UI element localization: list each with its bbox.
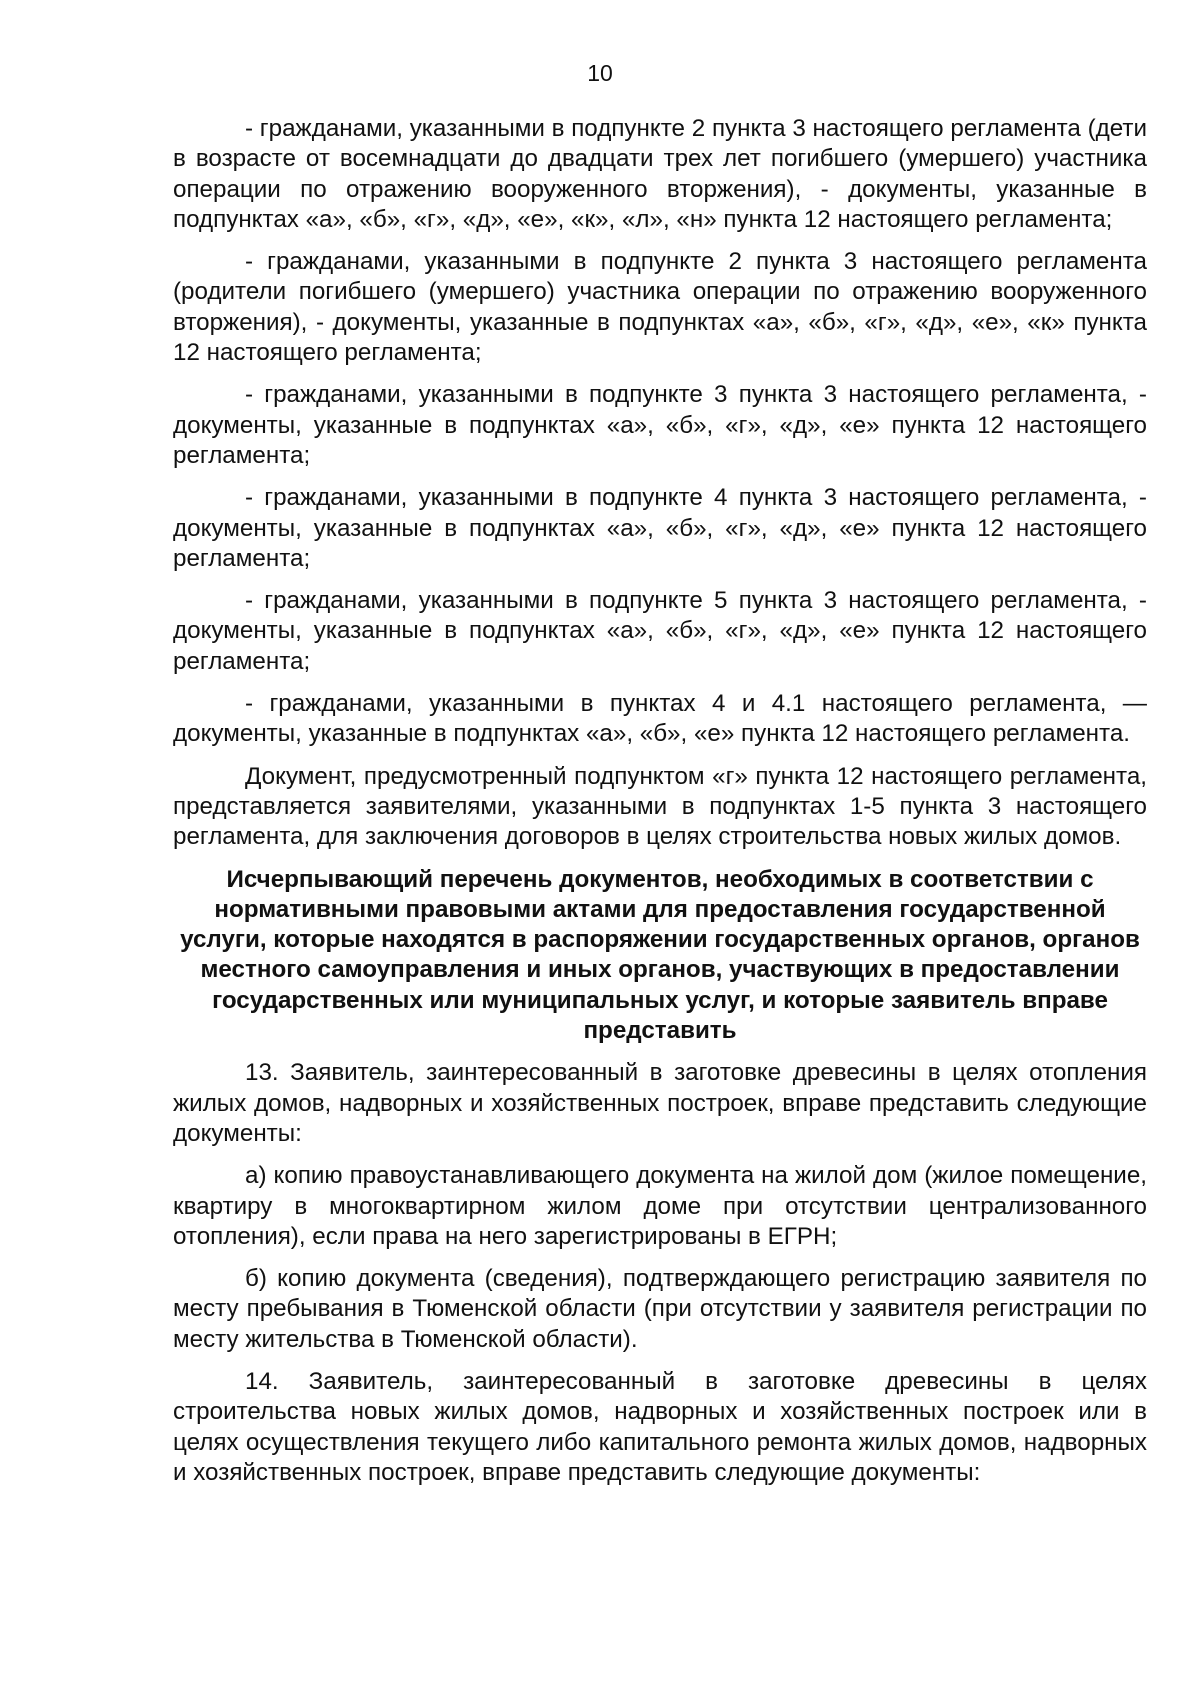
paragraph-subitem-3: - гражданами, указанными в подпункте 3 пункта 3 настоящего регламента, - документы, указанные в подпунктах «а», «б», «г», «д», «е» пункта 12 настоящего регламента;: [173, 381, 1147, 469]
paragraph-document-g: Документ, предусмотренный подпунктом «г» пункта 12 настоящего регламента, представляется заявителями, указанными в подпунктах 1-5 пункта 3 настоящего регламента, для заключения договоров в целях строительства новых жилых домов.: [173, 762, 1147, 851]
paragraph-item-13: 13. Заявитель, заинтересованный в заготовке древесины в целях отопления жилых домов, надворных и хозяйственных построек, вправе представить следующие документы:: [173, 1059, 1147, 1147]
section-heading: Исчерпывающий перечень документов, необходимых в соответствии с нормативными правовыми актами для предоставления государственной услуги, которые находятся в распоряжении государственных органов, органов местного самоуправления и иных органов, участвующих в предоставлении государственных или муниципальных услуг, и которые заявитель вправе представить: [180, 865, 1140, 1045]
paragraph-subitem-5: - гражданами, указанными в подпункте 5 пункта 3 настоящего регламента, - документы, указанные в подпунктах «а», «б», «г», «д», «е» пункта 12 настоящего регламента;: [173, 587, 1147, 675]
paragraph-item-14: 14. Заявитель, заинтересованный в заготовке древесины в целях строительства новых жилых домов, надворных и хозяйственных построек или в целях осуществления текущего либо капитального ремонта жилых домов, надворных и хозяйственных построек, вправе представить следующие документы:: [173, 1367, 1147, 1486]
page-number: 10: [587, 60, 613, 86]
paragraph-subitem-4: - гражданами, указанными в подпункте 4 пункта 3 настоящего регламента, - документы, указанные в подпунктах «а», «б», «г», «д», «е» пункта 12 настоящего регламента;: [173, 484, 1147, 572]
paragraph-subitem-2-parents: - гражданами, указанными в подпункте 2 пункта 3 настоящего регламента (родители погибшего (умершего) участника операции по отражению вооруженного вторжения), - документы, указанные в подпунктах «а», «б», «г», «д», «е», «к» пункта 12 настоящего регламента;: [173, 248, 1147, 367]
paragraph-items-4-4-1: - гражданами, указанными в пунктах 4 и 4.1 настоящего регламента, — документы, указанные в подпунктах «а», «б», «е» пункта 12 настоящего регламента.: [173, 690, 1147, 748]
document-body: [173, 114, 1147, 1500]
paragraph-item-13-a: а) копию правоустанавливающего документа на жилой дом (жилое помещение, квартиру в многоквартирном жилом доме при отсутствии централизованного отопления), если права на него зарегистрированы в ЕГРН;: [173, 1162, 1147, 1250]
paragraph-item-13-b: б) копию документа (сведения), подтверждающего регистрацию заявителя по месту пребывания в Тюменской области (при отсутствии у заявителя регистрации по месту жительства в Тюменской области).: [173, 1265, 1147, 1353]
paragraph-subitem-2-children: - гражданами, указанными в подпункте 2 пункта 3 настоящего регламента (дети в возрасте от восемнадцати до двадцати трех лет погибшего (умершего) участника операции по отражению вооруженного вторжения), - документы, указанные в подпунктах «а», «б», «г», «д», «е», «к», «л», «н» пункта 12 настоящего регламента;: [173, 115, 1147, 233]
